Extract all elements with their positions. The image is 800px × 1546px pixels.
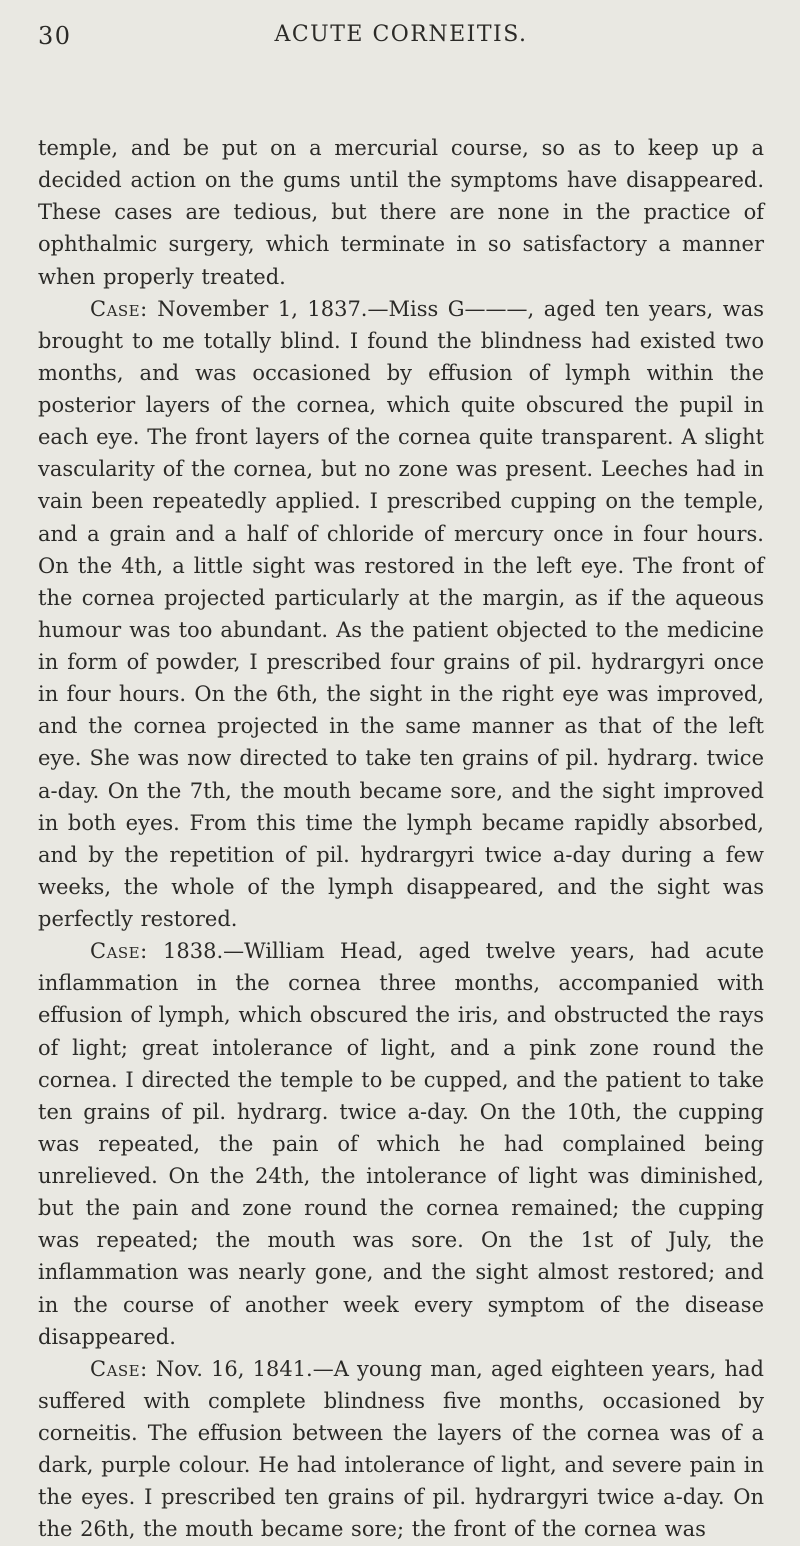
paragraph-text: temple, and be put on a mercurial course, so as to keep up a decided action on the gums until the symptoms have disappeared. These cases are tedious, but there are none in the practice of ophthalmic surgery, which terminate in so satisfactory a manner when properly treated. [38, 136, 764, 289]
case-label: Case: [90, 939, 148, 964]
paragraph-continuation [38, 132, 764, 293]
paragraph-text: November 1, 1837.—Miss G———, aged ten years, was brought to me totally blind. I found the blindness had existed two months, and was occasioned by effusion of lymph within the posterior layers of the cornea, which quite obscured the pupil in each eye. The front layers of the cornea quite transparent. A slight vascularity of the cornea, but no zone was present. Leeches had in vain been repeatedly applied. I prescribed cupping on the temple, and a grain and a half of chloride of mercury once in four hours. On the 4th, a little sight was restored in the left eye. The front of the cornea projected particularly at the margin, as if the aqueous humour was too abundant. As the patient objected to the medicine in form of powder, I prescribed four grains of pil. hydrargyri once in four hours. On the 6th, the sight in the right eye was improved, and the cornea projected in the same manner as that of the left eye. She was now directed to take ten grains of pil. hydrarg. twice a-day. On the 7th, the mouth became sore, and the sight improved in both eyes. From this time the lymph became rapidly absorbed, and by the repetition of pil. hydrargyri twice a-day during a few weeks, the whole of the lymph disappeared, and the sight was perfectly restored. [38, 296, 764, 931]
running-title: ACUTE CORNEITIS. [274, 22, 528, 47]
running-head [38, 22, 764, 62]
body-text [38, 132, 764, 1546]
page-number: 30 [38, 22, 72, 50]
paragraph-case-1841 [38, 1353, 764, 1546]
paragraph-case-1837 [38, 293, 764, 936]
paragraph-case-1838 [38, 935, 764, 1353]
case-label: Case: [90, 1356, 148, 1381]
paragraph-text: 1838.—William Head, aged twelve years, had acute inflammation in the cornea three months, accompanied with effusion of lymph, which obscured the iris, and obstructed the rays of light; great intolerance of light, and a pink zone round the cornea. I directed the temple to be cupped, and the patient to take ten grains of pil. hydrarg. twice a-day. On the 10th, the cupping was repeated, the pain of which he had complained being unrelieved. On the 24th, the intolerance of light was diminished, but the pain and zone round the cornea remained; the cupping was repeated; the mouth was sore. On the 1st of July, the inflammation was nearly gone, and the sight almost restored; and in the course of another week every symptom of the disease disappeared. [38, 939, 764, 1349]
paragraph-text: Nov. 16, 1841.—A young man, aged eighteen years, had suffered with complete blindness five months, occasioned by corneitis. The effusion between the layers of the cornea was of a dark, purple colour. He had intolerance of light, and severe pain in the eyes. I prescribed ten grains of pil. hydrargyri twice a-day. On the 26th, the mouth became sore; the front of the cornea was [38, 1356, 764, 1542]
case-label: Case: [90, 296, 148, 321]
